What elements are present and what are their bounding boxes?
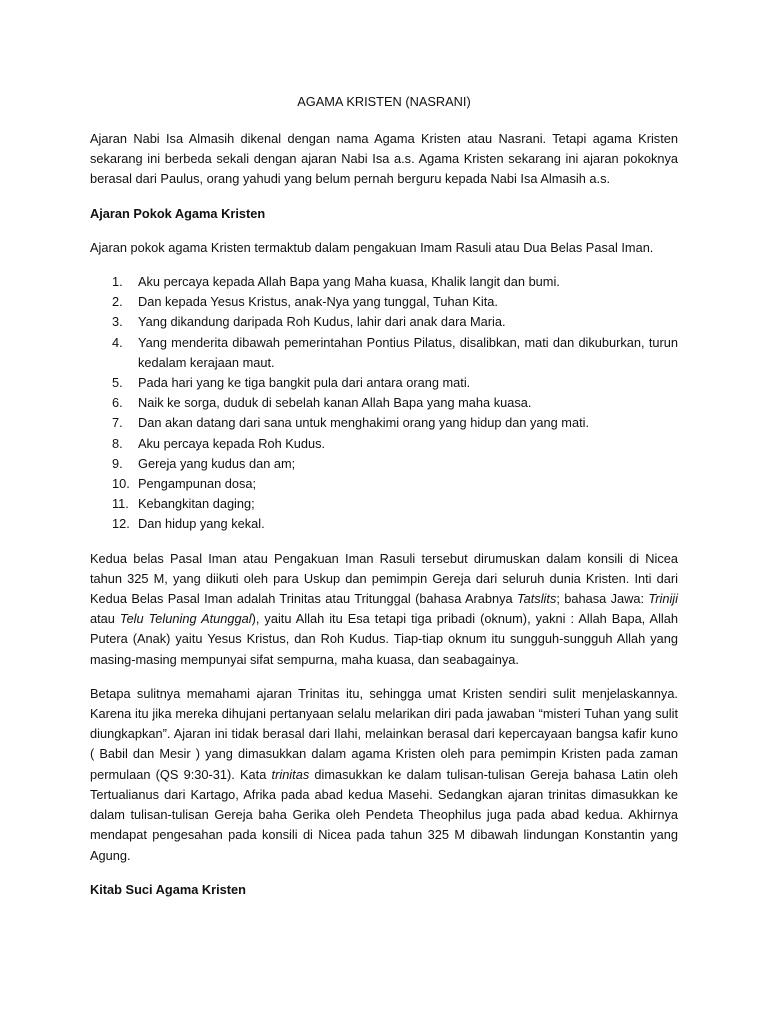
creed-item (112, 434, 678, 454)
creed-item-text: Kebangkitan daging; (138, 496, 255, 512)
creed-item (112, 373, 678, 393)
document-title: AGAMA KRISTEN (NASRANI) (297, 94, 471, 109)
term-tatslits: Tatslits (516, 591, 557, 607)
creed-item (112, 413, 678, 433)
creed-item-number: 4. (112, 334, 123, 350)
creed-item-text: Dan hidup yang kekal. (138, 516, 265, 532)
creed-item-text: Dan kepada Yesus Kristus, anak-Nya yang tunggal, Tuhan Kita. (138, 294, 498, 310)
creed-item-number: 10. (112, 476, 130, 492)
trinity-text-d: ), yaitu Allah itu Esa tetapi tiga pribadi (oknum), yakni : Allah Bapa, Allah Putera (Anak) yaitu Yesus Kristus, dan Roh Kudus. Tiap-tiap oknum itu sungguh-sungguh Allah yang masing-masing mempunyai sifat sempurna, maha kuasa, dan seabagainya. (90, 611, 678, 667)
creed-item-text: Gereja yang kudus dan am; (138, 455, 296, 471)
creed-item-number: 12. (112, 516, 130, 532)
creed-list (90, 272, 678, 535)
creed-item (112, 393, 678, 413)
creed-item-number: 7. (112, 415, 123, 431)
section-heading-kitab-suci: Kitab Suci Agama Kristen (90, 881, 246, 897)
creed-item-number: 8. (112, 435, 123, 451)
creed-item-number: 3. (112, 314, 123, 330)
creed-item-text: Pengampunan dosa; (138, 476, 257, 492)
creed-item-text: Aku percaya kepada Allah Bapa yang Maha kuasa, Khalik langit dan bumi. (138, 274, 560, 290)
difficulty-text-b: dimasukkan ke dalam tulisan-tulisan Gereja bahasa Latin oleh Tertualianus dari Kartago, Afrika pada abad kedua Masehi. Sedangkan ajaran trinitas dimasukkan ke dalam tulisan-tulisan Gereja baha Gerika oleh Pendeta Theophilus juga pada abad kedua. Akhirnya mendapat pengesahan pada konsili di Nicea pada tahun 325 M dibawah lindungan Konstantin yang Agung. (90, 766, 678, 863)
trinity-text-a: Kedua belas Pasal Iman atau Pengakuan Iman Rasuli tersebut dirumuskan dalam konsili di Nicea tahun 325 M, yang diikuti oleh para Uskup dan pemimpin Gereja dari seluruh dunia Kristen. Inti dari Kedua Belas Pasal Iman adalah Trinitas atau Tritunggal (bahasa Arabnya (90, 550, 678, 607)
creed-item-text: Yang menderita dibawah pemerintahan Pontius Pilatus, disalibkan, mati dan dikuburkan, turun kedalam kerajaan maut. (138, 334, 678, 370)
creed-item (112, 454, 678, 474)
creed-item (112, 514, 678, 534)
creed-item-number: 2. (112, 294, 123, 310)
intro-paragraph: Ajaran Nabi Isa Almasih dikenal dengan nama Agama Kristen atau Nasrani. Tetapi agama Kristen sekarang ini berbeda sekali dengan ajaran Nabi Isa a.s. Agama Kristen sekarang ini ajaran pokoknya berasal dari Paulus, orang yahudi yang belum pernah berguru kepada Nabi Isa Almasih a.s. (90, 131, 678, 187)
creed-item-text: Yang dikandung daripada Roh Kudus, lahir dari anak dara Maria. (138, 314, 506, 330)
creed-item (112, 333, 678, 373)
trinity-text-b: ; bahasa Jawa: (556, 591, 649, 607)
term-triniji: Triniji (648, 591, 678, 607)
creed-item (112, 292, 678, 312)
creed-item-number: 11. (112, 496, 129, 512)
creed-item-number: 9. (112, 455, 123, 471)
creed-item-text: Pada hari yang ke tiga bangkit pula dari antara orang mati. (138, 375, 471, 391)
creed-item-text: Naik ke sorga, duduk di sebelah kanan Allah Bapa yang maha kuasa. (138, 395, 532, 411)
section-heading-ajaran-pokok: Ajaran Pokok Agama Kristen (90, 205, 266, 221)
trinity-difficulty-paragraph (90, 684, 678, 866)
creed-item-number: 6. (112, 395, 123, 411)
difficulty-text-a: Betapa sulitnya memahami ajaran Trinitas itu, sehingga umat Kristen sendiri sulit menjelaskannya. Karena itu jika mereka dihujani pertanyaan selalu melarikan diri pada jawaban “misteri Tuhan yang sulit diungkapkan”. Ajaran ini tidak berasal dari Ilahi, melainkan berasal dari kepercayaan bangsa kafir kuno ( Babil dan Mesir ) yang dimasukkan dalam agama Kristen oleh para pemimpin Kristen pada zaman permulaan (QS 9:30-31). Kata (90, 685, 678, 782)
creed-item (112, 272, 678, 292)
creed-item-text: Dan akan datang dari sana untuk menghakimi orang yang hidup dan yang mati. (138, 415, 590, 431)
term-telu-teluning-atunggal: Telu Teluning Atunggal (119, 611, 252, 627)
creed-item (112, 312, 678, 332)
trinity-paragraph (90, 549, 678, 670)
creed-item-text: Aku percaya kepada Roh Kudus. (138, 435, 326, 451)
creed-item-number: 1. (112, 274, 123, 290)
creed-item (112, 474, 678, 494)
creed-item-number: 5. (112, 375, 123, 391)
trinity-text-c: atau (90, 611, 120, 627)
section-lead-paragraph: Ajaran pokok agama Kristen termaktub dalam pengakuan Imam Rasuli atau Dua Belas Pasal Iman. (90, 239, 654, 255)
term-trinitas: trinitas (271, 766, 310, 782)
creed-item (112, 494, 678, 514)
